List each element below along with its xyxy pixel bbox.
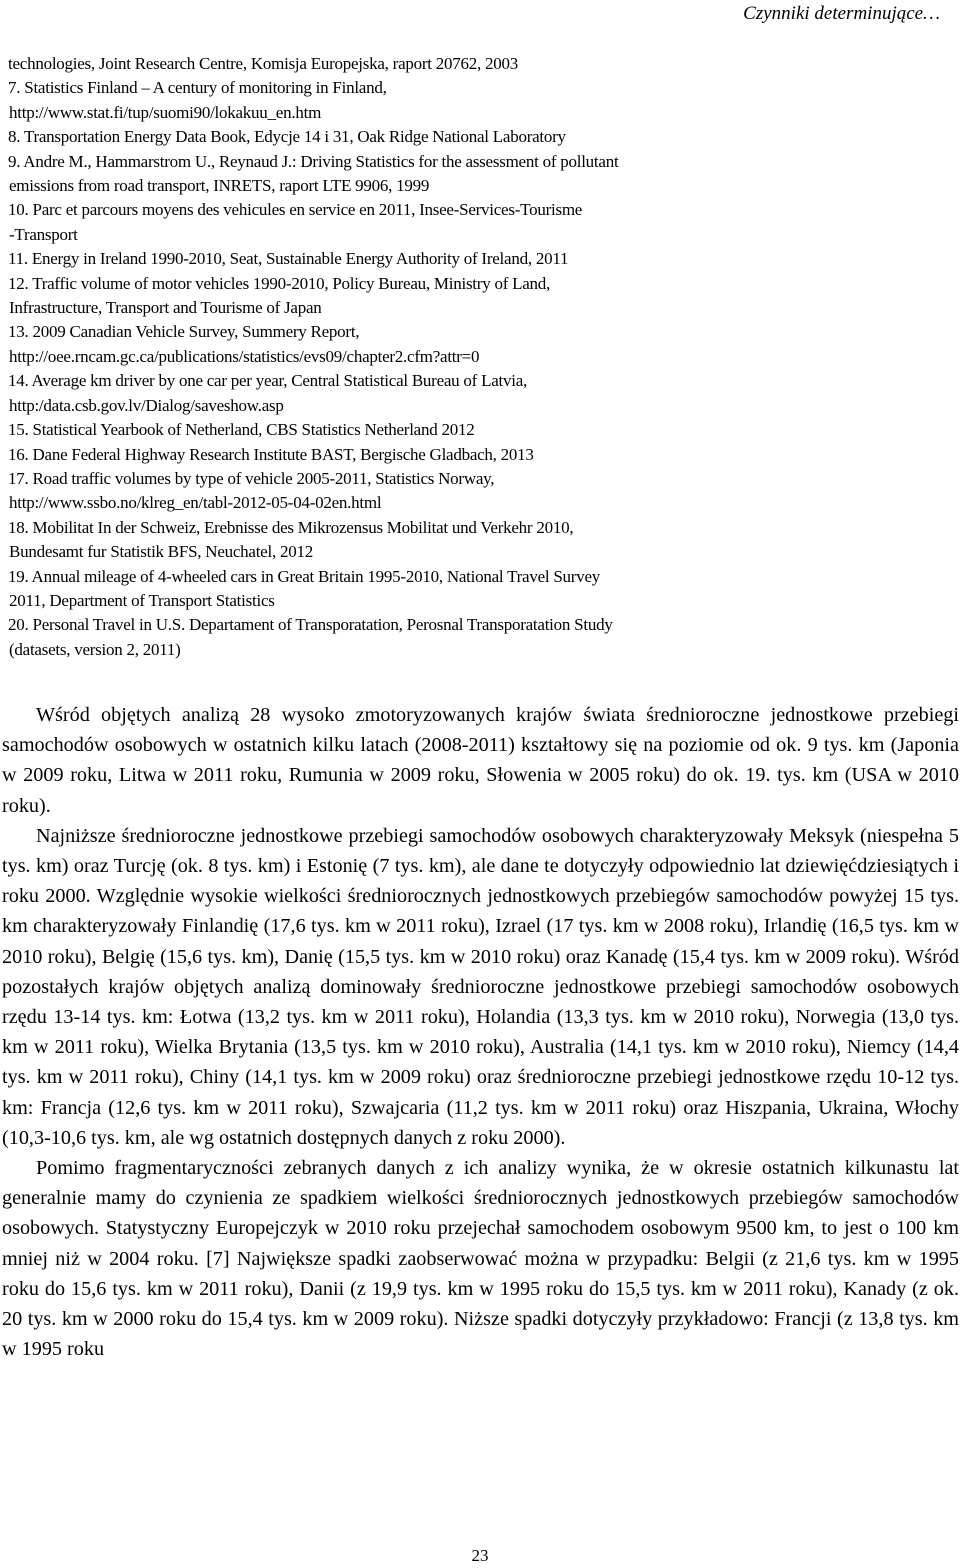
paragraph: Pomimo fragmentaryczności zebranych danych z ich analizy wynika, że w okresie ostatnich kilkunastu lat generalnie mamy do czynienia ze spadkiem wielkości średniorocznych jednostkowych przebiegów samochodów osobowych. Statystyczny Europejczyk w 2010 roku przejechał samochodem osobowym 9500 km, to jest o 100 km mniej niż w 2004 roku. [7] Największe spadki zaobserwować można w przypadku: Belgii (z 21,6 tys. km w 1995 roku do 15,6 tys. km w 2011 roku), Danii (z 19,9 tys. km w 1995 roku do 15,5 tys. km w 2011 roku), Kanady (z ok. 20 tys. km w 2000 roku do 15,4 tys. km w 2009 roku). Niższe spadki dotyczyły przykładowo: Francji (z 13,8 tys. km w 1995 roku	[2, 1157, 959, 1361]
reference-line: http://www.stat.fi/tup/suomi90/lokakuu_en.htm	[9, 102, 322, 122]
reference-line: 17. Road traffic volumes by type of vehicle 2005-2011, Statistics Norway,	[8, 468, 495, 488]
reference-list	[8, 52, 953, 662]
reference-item	[8, 247, 953, 271]
reference-line: 14. Average km driver by one car per year, Central Statistical Bureau of Latvia,	[8, 371, 528, 391]
paragraph: Wśród objętych analizą 28 wysoko zmotoryzowanych krajów świata średnioroczne jednostkowe przebiegi samochodów osobowych w ostatnich kilku latach (2008-2011) kształtowy się na poziomie od ok. 9 tys. km (Japonia w 2009 roku, Litwa w 2011 roku, Rumunia w 2009 roku, Słowenia w 2005 roku) do ok. 19. tys. km (USA w 2010 roku).	[2, 704, 959, 817]
reference-line: 13. 2009 Canadian Vehicle Survey, Summery Report,	[8, 322, 360, 342]
reference-item	[8, 369, 953, 418]
body-text	[2, 700, 959, 1364]
reference-line: 7. Statistics Finland – A century of monitoring in Finland,	[8, 78, 387, 98]
reference-line: 16. Dane Federal Highway Research Institute BAST, Bergische Gladbach, 2013	[8, 444, 534, 464]
reference-item	[8, 565, 953, 614]
paragraph: Najniższe średnioroczne jednostkowe przebiegi samochodów osobowych charakteryzowały Meksyk (niespełna 5 tys. km) oraz Turcję (ok. 8 tys. km) i Estonię (7 tys. km), ale dane te dotyczyły odpowiednio lat dziewięćdziesiątych i roku 2000. Względnie wysokie wielkości średniorocznych jednostkowych przebiegów samochodów powyżej 15 tys. km charakteryzowały Finlandię (17,6 tys. km w 2011 roku), Izrael (17 tys. km w 2008 roku), Irlandię (16,5 tys. km w 2010 roku), Belgię (15,6 tys. km), Danię (15,5 tys. km w 2010 roku) oraz Kanadę (15,4 tys. km w 2009 roku). Wśród pozostałych krajów objętych analizą dominowały średnioroczne jednostkowe przebiegi samochodów osobowych rzędu 13-14 tys. km: Łotwa (13,2 tys. km w 2011 roku), Holandia (13,3 tys. km w 2010 roku), Norwegia (13,0 tys. km w 2011 roku), Wielka Brytania (13,5 tys. km w 2010 roku), Australia (14,1 tys. km w 2010 roku), Niemcy (14,4 tys. km w 2011 roku), Chiny (14,1 tys. km w 2009 roku) oraz średnioroczne przebiegi jednostkowe rzędu 10-12 tys. km: Francja (12,6 tys. km w 2011 roku), Szwajcaria (11,2 tys. km w 2011 roku) oraz Hiszpania, Ukraina, Włochy (10,3-10,6 tys. km, ale wg ostatnich dostępnych danych z roku 2000).	[2, 824, 959, 1149]
reference-line: Infrastructure, Transport and Tourisme of Japan	[9, 298, 322, 318]
page-number: 23	[471, 1546, 489, 1565]
reference-line: 15. Statistical Yearbook of Netherland, CBS Statistics Netherland 2012	[8, 420, 475, 440]
reference-line: emissions from road transport, INRETS, raport LTE 9906, 1999	[9, 176, 430, 196]
reference-line: 8. Transportation Energy Data Book, Edycje 14 i 31, Oak Ridge National Laboratory	[8, 127, 566, 147]
reference-line: 2011, Department of Transport Statistics	[9, 590, 275, 610]
reference-item	[8, 125, 953, 149]
reference-item	[8, 467, 953, 516]
reference-line: Bundesamt fur Statistik BFS, Neuchatel, 2012	[9, 542, 313, 562]
reference-line: technologies, Joint Research Centre, Komisja Europejska, raport 20762, 2003	[8, 54, 519, 73]
reference-link: http://www.ssbo.no/klreg_en/tabl-2012-05-04-02en.html	[9, 493, 382, 513]
reference-line: 20. Personal Travel in U.S. Departament of Transporatation, Perosnal Transporatation Study	[8, 615, 613, 635]
reference-line: 19. Annual mileage of 4-wheeled cars in Great Britain 1995-2010, National Travel Survey	[8, 566, 600, 586]
reference-item	[8, 613, 953, 662]
reference-item	[8, 320, 953, 369]
reference-line: (datasets, version 2, 2011)	[9, 639, 181, 659]
reference-item	[8, 418, 953, 442]
reference-line: 10. Parc et parcours moyens des vehicules en service en 2011, Insee-Services-Tourisme	[8, 200, 583, 220]
running-header: Czynniki determinujące…	[743, 3, 940, 24]
reference-item	[8, 150, 953, 199]
reference-item	[8, 272, 953, 321]
reference-line: 12. Traffic volume of motor vehicles 1990-2010, Policy Bureau, Ministry of Land,	[8, 273, 551, 293]
reference-item	[8, 52, 953, 76]
reference-line: 9. Andre M., Hammarstrom U., Reynaud J.: Driving Statistics for the assessment of pollutant	[8, 151, 619, 171]
reference-item	[8, 76, 953, 125]
reference-link: http://oee.rncam.gc.ca/publications/statistics/evs09/chapter2.cfm?attr=0	[9, 346, 480, 366]
reference-line: 18. Mobilitat In der Schweiz, Erebnisse des Mikrozensus Mobilitat und Verkehr 2010,	[8, 517, 574, 537]
reference-item	[8, 443, 953, 467]
reference-line: -Transport	[9, 224, 78, 244]
reference-item	[8, 516, 953, 565]
reference-line: 11. Energy in Ireland 1990-2010, Seat, Sustainable Energy Authority of Ireland, 2011	[8, 249, 569, 269]
reference-item	[8, 198, 953, 247]
reference-link: http:/data.csb.gov.lv/Dialog/saveshow.asp	[9, 395, 284, 415]
